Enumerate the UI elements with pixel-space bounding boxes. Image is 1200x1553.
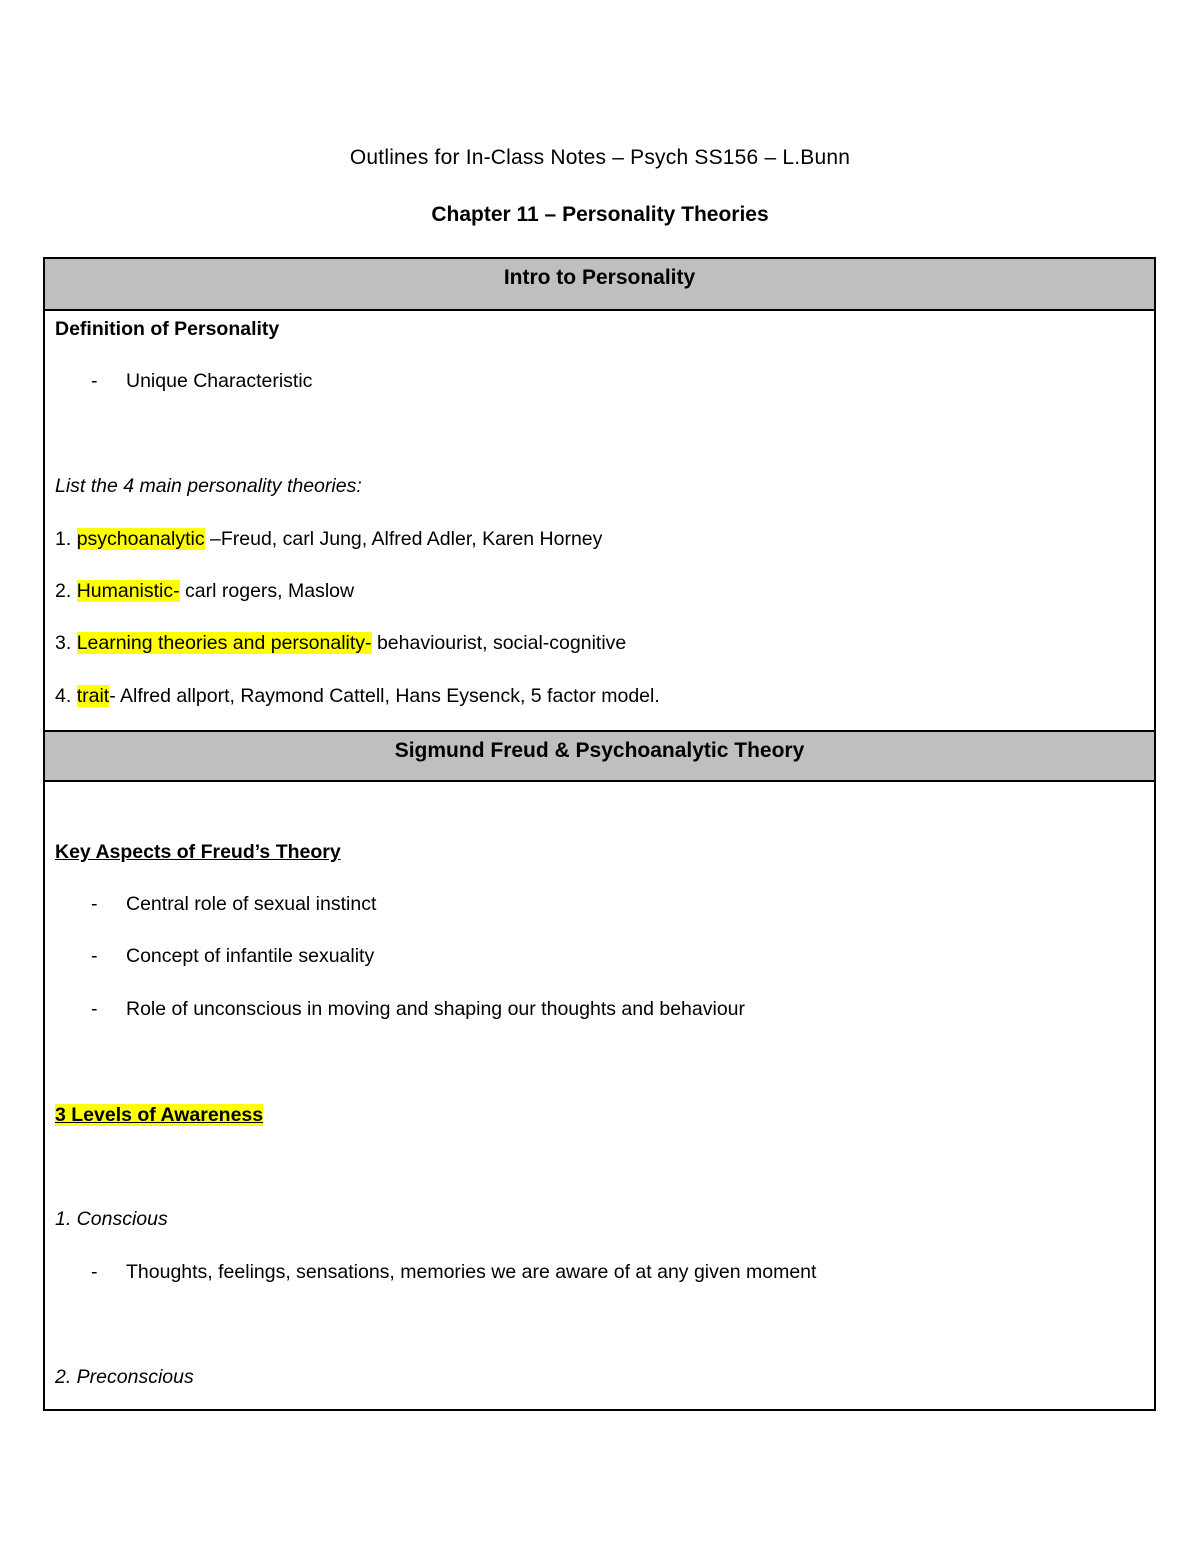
key-aspect-text: Central role of sexual instinct <box>126 893 377 915</box>
key-aspects-label: Key Aspects of Freud’s Theory <box>55 841 341 863</box>
theory-item-2 <box>55 580 354 603</box>
theory-number: 3. <box>55 632 77 654</box>
theory-term-psychoanalytic: psychoanalytic <box>76 528 205 550</box>
key-aspect-text: Role of unconscious in moving and shaping our thoughts and behaviour <box>126 998 746 1020</box>
bullet-dash: - <box>91 945 98 967</box>
section-header-freud: Sigmund Freud & Psychoanalytic Theory <box>45 730 1154 782</box>
theory-term-learning: Learning theories and personality- <box>76 632 372 654</box>
theories-prompt: List the 4 main personality theories: <box>55 475 362 497</box>
theory-detail: –Freud, carl Jung, Alfred Adler, Karen Horney <box>204 528 603 550</box>
notes-table <box>43 257 1156 1411</box>
definition-label: Definition of Personality <box>55 318 280 340</box>
theory-detail: behaviourist, social-cognitive <box>371 632 627 654</box>
bullet-dash: - <box>91 370 98 392</box>
levels-label-text: 3 Levels of Awareness <box>55 1104 264 1126</box>
theory-term-trait: trait <box>76 685 110 707</box>
conscious-label: 1. Conscious <box>55 1208 168 1230</box>
theory-item-4 <box>55 685 660 708</box>
conscious-bullet-text: Thoughts, feelings, sensations, memories we are aware of at any given moment <box>126 1261 817 1283</box>
theory-term-humanistic: Humanistic- <box>76 580 180 602</box>
bullet-dash: - <box>91 1261 98 1283</box>
document-title: Outlines for In-Class Notes – Psych SS156 – L.Bunn <box>349 146 851 169</box>
bullet-dash: - <box>91 998 98 1020</box>
theory-number: 2. <box>55 580 77 602</box>
key-aspect-text: Concept of infantile sexuality <box>126 945 375 967</box>
theory-item-3 <box>55 632 626 655</box>
levels-of-awareness-label <box>55 1104 263 1127</box>
theory-number: 1. <box>55 528 77 550</box>
preconscious-label: 2. Preconscious <box>55 1366 194 1388</box>
theory-item-1 <box>55 528 602 551</box>
section-header-intro: Intro to Personality <box>45 259 1154 311</box>
theory-detail: carl rogers, Maslow <box>179 580 355 602</box>
bullet-dash: - <box>91 893 98 915</box>
theory-detail: - Alfred allport, Raymond Cattell, Hans Eysenck, 5 factor model. <box>109 685 660 707</box>
theory-number: 4. <box>55 685 77 707</box>
chapter-title: Chapter 11 – Personality Theories <box>431 203 769 226</box>
definition-bullet-text: Unique Characteristic <box>126 370 313 392</box>
